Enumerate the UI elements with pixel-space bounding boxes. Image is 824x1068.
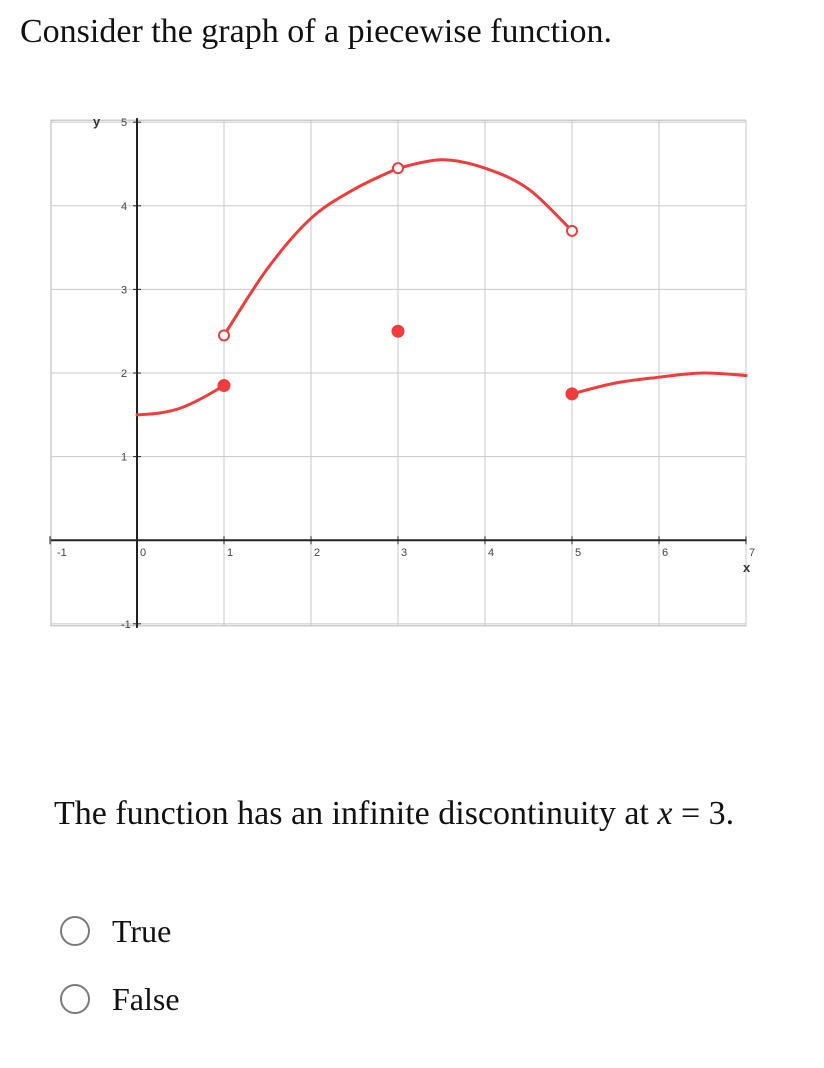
x-tick-label: 4 — [488, 547, 495, 560]
x-tick-label: -1 — [57, 547, 67, 560]
x-tick-label: 2 — [314, 547, 321, 560]
piecewise-graph — [36, 108, 760, 638]
statement-suffix: = 3. — [672, 795, 735, 832]
y-axis-label: y — [93, 114, 101, 130]
answer-options — [60, 906, 180, 1042]
y-tick-label: 4 — [121, 200, 128, 213]
function-curves — [137, 160, 746, 415]
option-false-label: False — [112, 981, 180, 1017]
y-tick-label: 3 — [121, 284, 128, 297]
radio-false[interactable] — [60, 984, 90, 1014]
radio-true[interactable] — [60, 916, 90, 946]
endpoint-end-2 — [393, 163, 403, 173]
option-true[interactable] — [60, 906, 180, 956]
statement-prefix: The function has an infinite discontinuity at — [54, 795, 658, 832]
statement-variable: x — [657, 795, 673, 832]
isolated-point-1 — [393, 326, 404, 337]
chart-svg — [36, 108, 760, 638]
y-tick-label: 1 — [121, 451, 128, 464]
y-tick-label: 2 — [121, 368, 128, 380]
x-tick-label: 1 — [227, 547, 234, 560]
x-tick-label: 3 — [401, 547, 408, 560]
endpoint-end-3 — [567, 226, 577, 236]
grid-lines — [51, 120, 746, 626]
x-tick-label: 6 — [662, 547, 669, 560]
question-statement — [54, 790, 734, 838]
curve-piece-1 — [137, 386, 224, 415]
y-tick-label: -1 — [121, 618, 131, 631]
option-false[interactable] — [60, 974, 180, 1024]
endpoint-start-4 — [567, 388, 578, 399]
question-prompt: Consider the graph of a piecewise function. — [20, 13, 612, 50]
option-true-label: True — [112, 913, 172, 949]
x-tick-label: 0 — [140, 547, 147, 560]
endpoint-end-1 — [219, 380, 230, 391]
y-tick-label: 5 — [121, 117, 128, 130]
endpoint-start-2 — [219, 330, 229, 340]
x-tick-label: 7 — [749, 547, 756, 560]
x-tick-label: 5 — [575, 547, 582, 560]
x-axis-label: x — [743, 560, 751, 576]
